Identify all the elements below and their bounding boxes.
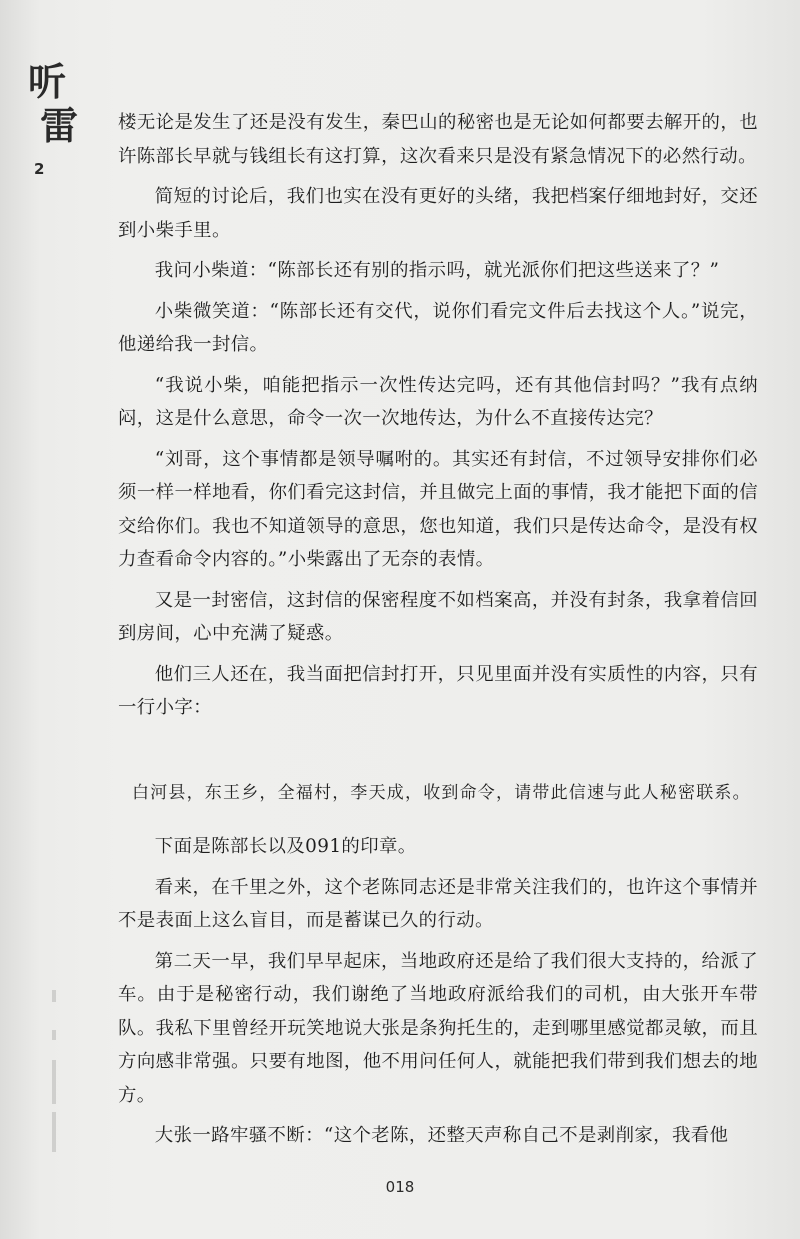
- paragraph: 第二天一早，我们早早起床，当地政府还是给了我们很大支持的，给派了车。由于是秘密行动，我们谢绝了当地政府派给我们的司机，由大张开车带队。我私下里曾经开玩笑地说大张是条狗托生的，走到哪里感觉都灵敏，而且方向感非常强。只要有地图，他不用问任何人，就能把我们带到我们想去的地方。: [118, 950, 758, 1106]
- paragraph: 小柴微笑道：“陈部长还有交代，说你们看完文件后去找这个人。”说完，他递给我一封信。: [118, 300, 758, 355]
- paragraph: 看来，在千里之外，这个老陈同志还是非常关注我们的，也许这个事情并不是表面上这么盲目，而是蓄谋已久的行动。: [118, 876, 758, 931]
- margin-mark: [52, 1060, 56, 1104]
- chapter-number: 2: [34, 160, 45, 178]
- paragraph: 又是一封密信，这封信的保密程度不如档案高，并没有封条，我拿着信回到房间，心中充满了疑惑。: [118, 589, 758, 644]
- page-number: 018: [385, 1178, 415, 1196]
- paragraph: 楼无论是发生了还是没有发生，秦巴山的秘密也是无论如何都要去解开的，也许陈部长早就与钱组长有这打算，这次看来只是没有紧急情况下的必然行动。: [118, 112, 758, 167]
- paragraph: 我问小柴道：“陈部长还有别的指示吗，就光派你们把这些送来了？”: [154, 260, 720, 281]
- side-title-char-2: 雷: [40, 104, 79, 148]
- paragraph: “刘哥，这个事情都是领导嘱咐的。其实还有封信，不过领导安排你们必须一样一样地看，你们看完这封信，并且做完上面的事情，我才能把下面的信交给你们。我也不知道领导的意思，您也知道，我们只是传达命令，是没有权力查看命令内容的。”小柴露出了无奈的表情。: [118, 448, 758, 570]
- paragraph: 他们三人还在，我当面把信封打开，只见里面并没有实质性的内容，只有一行小字：: [118, 663, 758, 718]
- paragraph: 简短的讨论后，我们也实在没有更好的头绪，我把档案仔细地封好，交还到小柴手里。: [118, 186, 758, 241]
- body-text: [118, 106, 758, 1153]
- margin-mark: [52, 990, 56, 1002]
- paragraph: 下面是陈部长以及091的印章。: [154, 836, 417, 857]
- chapter-side-title: [28, 60, 88, 148]
- paragraph: “我说小柴，咱能把指示一次性传达完吗，还有其他信封吗？”我有点纳闷，这是什么意思，命令一次一次地传达，为什么不直接传达完？: [118, 374, 758, 429]
- paragraph: 大张一路牢骚不断：“这个老陈，还整天声称自己不是剥削家，我看他: [154, 1125, 729, 1146]
- margin-mark: [52, 1112, 56, 1152]
- margin-mark: [52, 1030, 56, 1040]
- side-title-char-1: 听: [28, 60, 67, 104]
- letter-quote: 白河县，东王乡，全福村，李天成，收到命令，请带此信速与此人秘密联系。: [132, 782, 751, 803]
